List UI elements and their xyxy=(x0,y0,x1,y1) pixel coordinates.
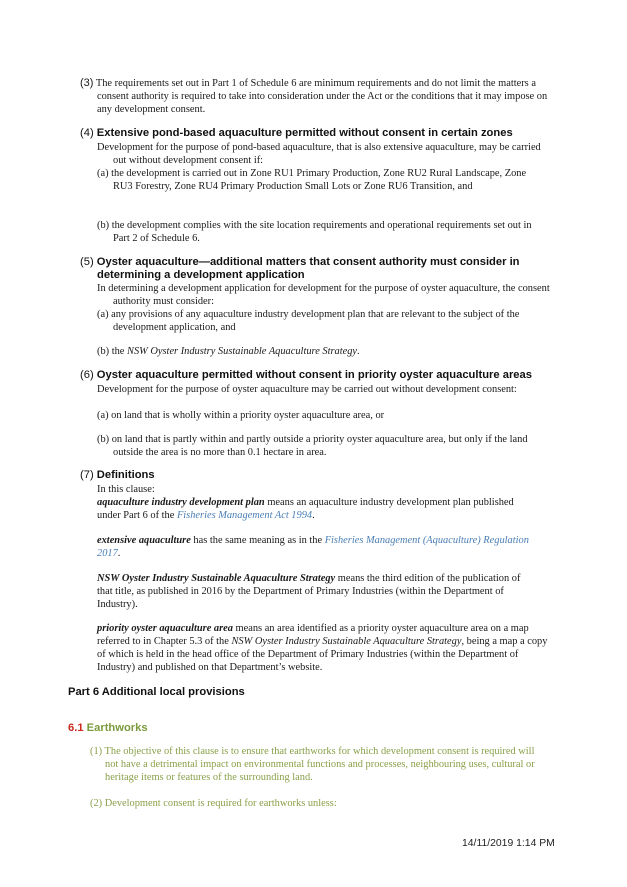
definition-aquaculture-industry-development-plan: aquaculture industry development plan means an aquaculture industry development plan published under Part 6 of the Fisheries Management Act 1994. xyxy=(97,497,514,521)
clause-6-1-heading xyxy=(68,722,148,734)
part-heading: Part 6 Additional local provisions xyxy=(68,686,245,698)
fisheries-management-act-link[interactable]: Fisheries Management Act 1994 xyxy=(176,510,313,521)
clause-6-1-subclause-1: (1) The objective of this clause is to ensure that earthworks for which development consent is required will not have a detrimental impact on environmental functions and processes, neighbouring uses, cultural or heritage items or features of the surrounding land. xyxy=(90,746,535,783)
clause-6-1-subclause-2: (2) Development consent is required for earthworks unless: xyxy=(90,798,337,809)
subclause-6-heading xyxy=(80,369,555,382)
clause-6-1-number: 6.1 xyxy=(68,722,84,734)
subclause-5-number: (5) xyxy=(80,256,94,268)
definition-extensive-aquaculture: extensive aquaculture has the same meaning as in the Fisheries Management (Aquaculture) Regulation 2017. xyxy=(97,535,529,559)
subclause-3 xyxy=(80,77,550,116)
subclause-7-title: Definitions xyxy=(96,469,155,481)
fisheries-management-regulation-link[interactable]: Fisheries Management (Aquaculture) Regulation 2017 xyxy=(97,535,529,559)
subclause-6-para-b: (b) on land that is partly within and partly outside a priority oyster aquaculture area, but only if the land outside the area is no more than 0.1 hectare in area. xyxy=(97,434,528,458)
subclause-5-para-b: (b) the NSW Oyster Industry Sustainable Aquaculture Strategy. xyxy=(97,346,360,357)
subclause-7-number: (7) xyxy=(80,469,94,481)
subclause-4-number: (4) xyxy=(80,127,94,139)
definition-nsw-oyster-strategy: NSW Oyster Industry Sustainable Aquaculture Strategy means the third edition of the publication of that title, as published in 2016 by the Department of Primary Industries (within the Department of Industry). xyxy=(97,573,521,610)
subclause-6-intro: Development for the purpose of oyster aquaculture may be carried out without development consent: xyxy=(97,384,517,395)
subclause-4-intro: Development for the purpose of pond-based aquaculture, that is also extensive aquaculture, may be carried out without development consent if: xyxy=(97,142,541,166)
subclause-3-number: (3) xyxy=(80,77,94,89)
subclause-6-title: Oyster aquaculture permitted without consent in priority oyster aquaculture areas xyxy=(96,369,532,381)
subclause-4-para-a: (a) the development is carried out in Zone RU1 Primary Production, Zone RU2 Rural Landscape, Zone RU3 Forestry, Zone RU4 Primary Production Small Lots or Zone RU6 Transition, and xyxy=(97,168,527,192)
print-timestamp: 14/11/2019 1:14 PM xyxy=(462,838,555,849)
subclause-4-heading xyxy=(80,127,550,140)
definition-priority-oyster-aquaculture-area: priority oyster aquaculture area means an area identified as a priority oyster aquaculture area on a map referred to in Chapter 5.3 of the NSW Oyster Industry Sustainable Aquaculture Strategy, being a map a copy of which is held in the head office of the Department of Primary Industries (within the Department of Industry) and published on that Department’s website. xyxy=(97,623,548,673)
subclause-7-heading xyxy=(80,469,550,482)
subclause-5-heading xyxy=(80,256,550,282)
subclause-6-number: (6) xyxy=(80,369,94,381)
subclause-4-title: Extensive pond-based aquaculture permitted without consent in certain zones xyxy=(96,127,513,139)
definitions-intro: In this clause: xyxy=(97,484,155,495)
clause-6-1-title: Earthworks xyxy=(86,722,148,734)
subclause-3-text: The requirements set out in Part 1 of Schedule 6 are minimum requirements and do not limit the matters a consent authority is required to take into consideration under the Act or the conditions that it may impose on any development consent. xyxy=(95,78,548,115)
strategy-title: NSW Oyster Industry Sustainable Aquaculture Strategy xyxy=(127,346,358,357)
subclause-4-para-b: (b) the development complies with the site location requirements and operational requirements set out in Part 2 of Schedule 6. xyxy=(97,220,532,244)
subclause-5-para-a: (a) any provisions of any aquaculture industry development plan that are relevant to the subject of the development application, and xyxy=(97,309,520,333)
subclause-6-para-a: (a) on land that is wholly within a priority oyster aquaculture area, or xyxy=(97,410,385,421)
subclause-5-intro: In determining a development application for development for the purpose of oyster aquaculture, the consent authority must consider: xyxy=(97,283,550,307)
subclause-5-title: Oyster aquaculture—additional matters that consent authority must consider in determining a development application xyxy=(96,256,520,281)
